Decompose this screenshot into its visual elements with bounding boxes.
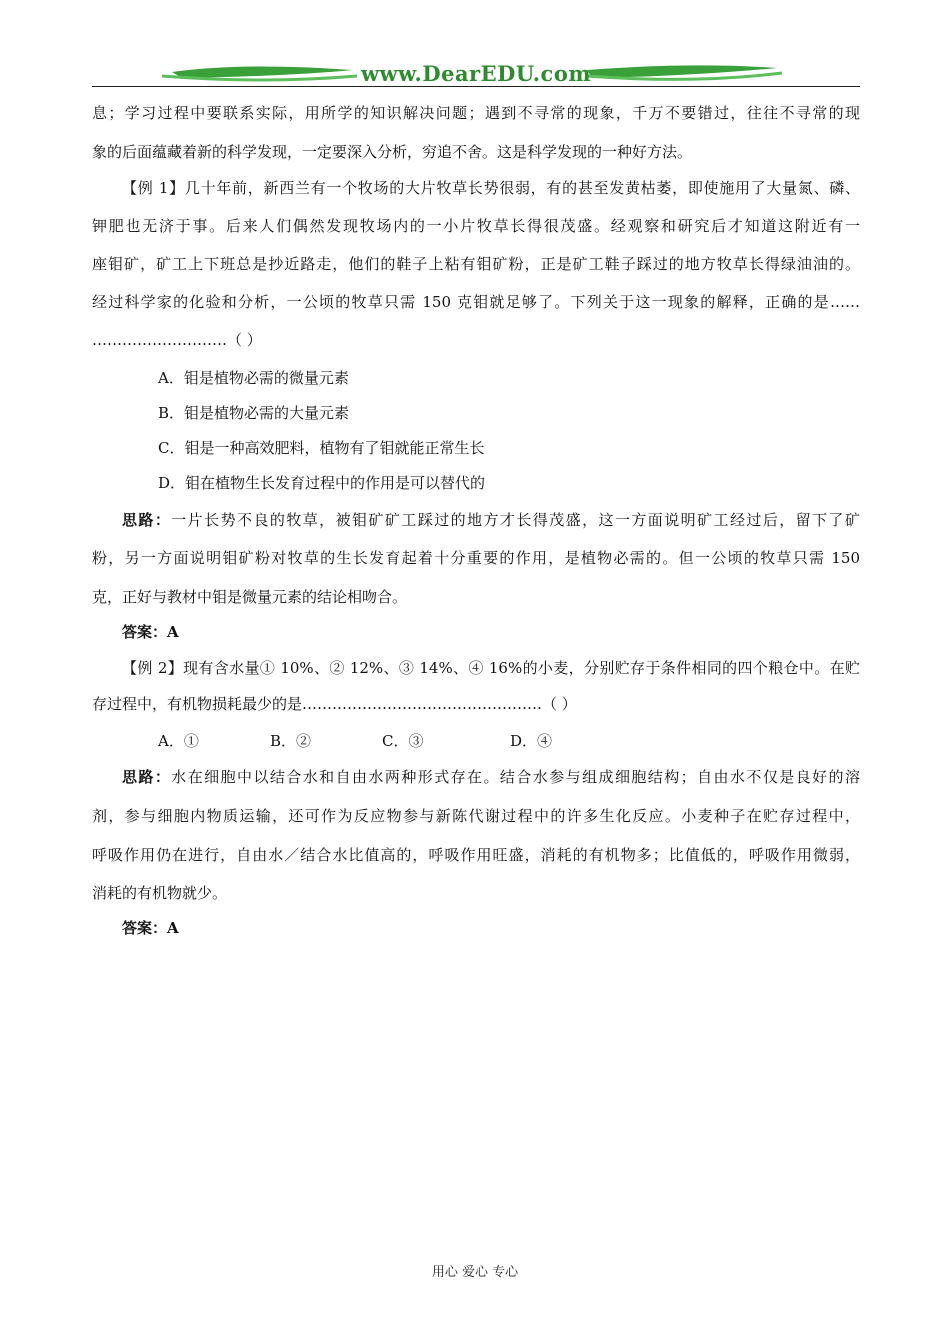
example-2-option-b: B．② xyxy=(270,732,312,750)
example-1-line-2: 钾肥也无济于事。后来人们偶然发现牧场内的一小片牧草长得很茂盛。经观察和研究后才知道这附近有一 xyxy=(92,217,860,235)
example-2-tag: 【例 2】 xyxy=(122,659,184,677)
example-1-option-a: A．钼是植物必需的微量元素 xyxy=(158,369,349,387)
example-1-option-b: B．钼是植物必需的大量元素 xyxy=(158,404,350,422)
intro-line-2: 象的后面蕴藏着新的科学发现，一定要深入分析，穷追不舍。这是科学发现的一种好方法。 xyxy=(92,143,693,161)
example-1-line-5: ………………………（ ） xyxy=(92,331,262,349)
header-rule xyxy=(92,86,860,87)
example-1-thinking-line-3: 克，正好与教材中钼是微量元素的结论相吻合。 xyxy=(92,588,408,606)
example-2-answer: 答案：A xyxy=(122,919,179,937)
example-1-option-d: D．钼在植物生长发育过程中的作用是可以替代的 xyxy=(158,474,486,492)
example-1-line-1: 【例 1】几十年前，新西兰有一个牧场的大片牧草长势很弱，有的甚至发黄枯萎，即使施用了大量氮、磷、 xyxy=(122,179,861,197)
example-1-thinking-line-2: 粉，另一方面说明钼矿粉对牧草的生长发育起着十分重要的作用，是植物必需的。但一公顷的牧草只需 150 xyxy=(92,549,860,567)
example-1-line-4: 经过科学家的化验和分析，一公顷的牧草只需 150 克钼就足够了。下列关于这一现象的解释，正确的是…… xyxy=(92,293,860,311)
example-1-line-3: 座钼矿，矿工上下班总是抄近路走，他们的鞋子上粘有钼矿粉，正是矿工鞋子踩过的地方牧草长得绿油油的。 xyxy=(92,255,860,273)
example-2-thinking-line-1: 思路：水在细胞中以结合水和自由水两种形式存在。结合水参与组成细胞结构；自由水不仅是良好的溶 xyxy=(122,768,860,786)
page-footer: 用心 爱心 专心 xyxy=(431,1265,519,1280)
example-1-thinking-line-1: 思路：一片长势不良的牧草，被钼矿矿工踩过的地方才长得茂盛，这一方面说明矿工经过后，留下了矿 xyxy=(122,511,860,529)
example-1-answer: 答案：A xyxy=(122,623,179,641)
example-2-thinking-line-2: 剂，参与细胞内物质运输，还可作为反应物参与新陈代谢过程中的许多生化反应。小麦种子在贮存过程中， xyxy=(92,807,860,825)
example-2-line-2: 存过程中，有机物损耗最少的是…………………………………………（ ） xyxy=(92,695,577,713)
thinking-label: 思路： xyxy=(122,511,172,529)
example-2-thinking-line-4: 消耗的有机物就少。 xyxy=(92,884,228,902)
thinking-label: 思路： xyxy=(122,768,172,786)
example-1-option-c: C．钼是一种高效肥料，植物有了钼就能正常生长 xyxy=(158,439,485,457)
site-url-text: www.DearEDU.com xyxy=(360,61,592,86)
example-2-option-a: A．① xyxy=(158,732,199,750)
example-2-option-d: D．④ xyxy=(510,732,553,750)
example-1-tag: 【例 1】 xyxy=(122,179,185,197)
intro-line-1: 息；学习过程中要联系实际，用所学的知识解决问题；遇到不寻常的现象，千万不要错过，往往不寻常的现 xyxy=(92,104,860,122)
example-2-option-c: C．③ xyxy=(382,732,424,750)
example-2-thinking-line-3: 呼吸作用仍在进行，自由水／结合水比值高的，呼吸作用旺盛，消耗的有机物多；比值低的，呼吸作用微弱， xyxy=(92,846,860,864)
example-2-line-1: 【例 2】现有含水量① 10%、② 12%、③ 14%、④ 16%的小麦，分别贮存于条件相同的四个粮仓中。在贮 xyxy=(122,659,860,677)
